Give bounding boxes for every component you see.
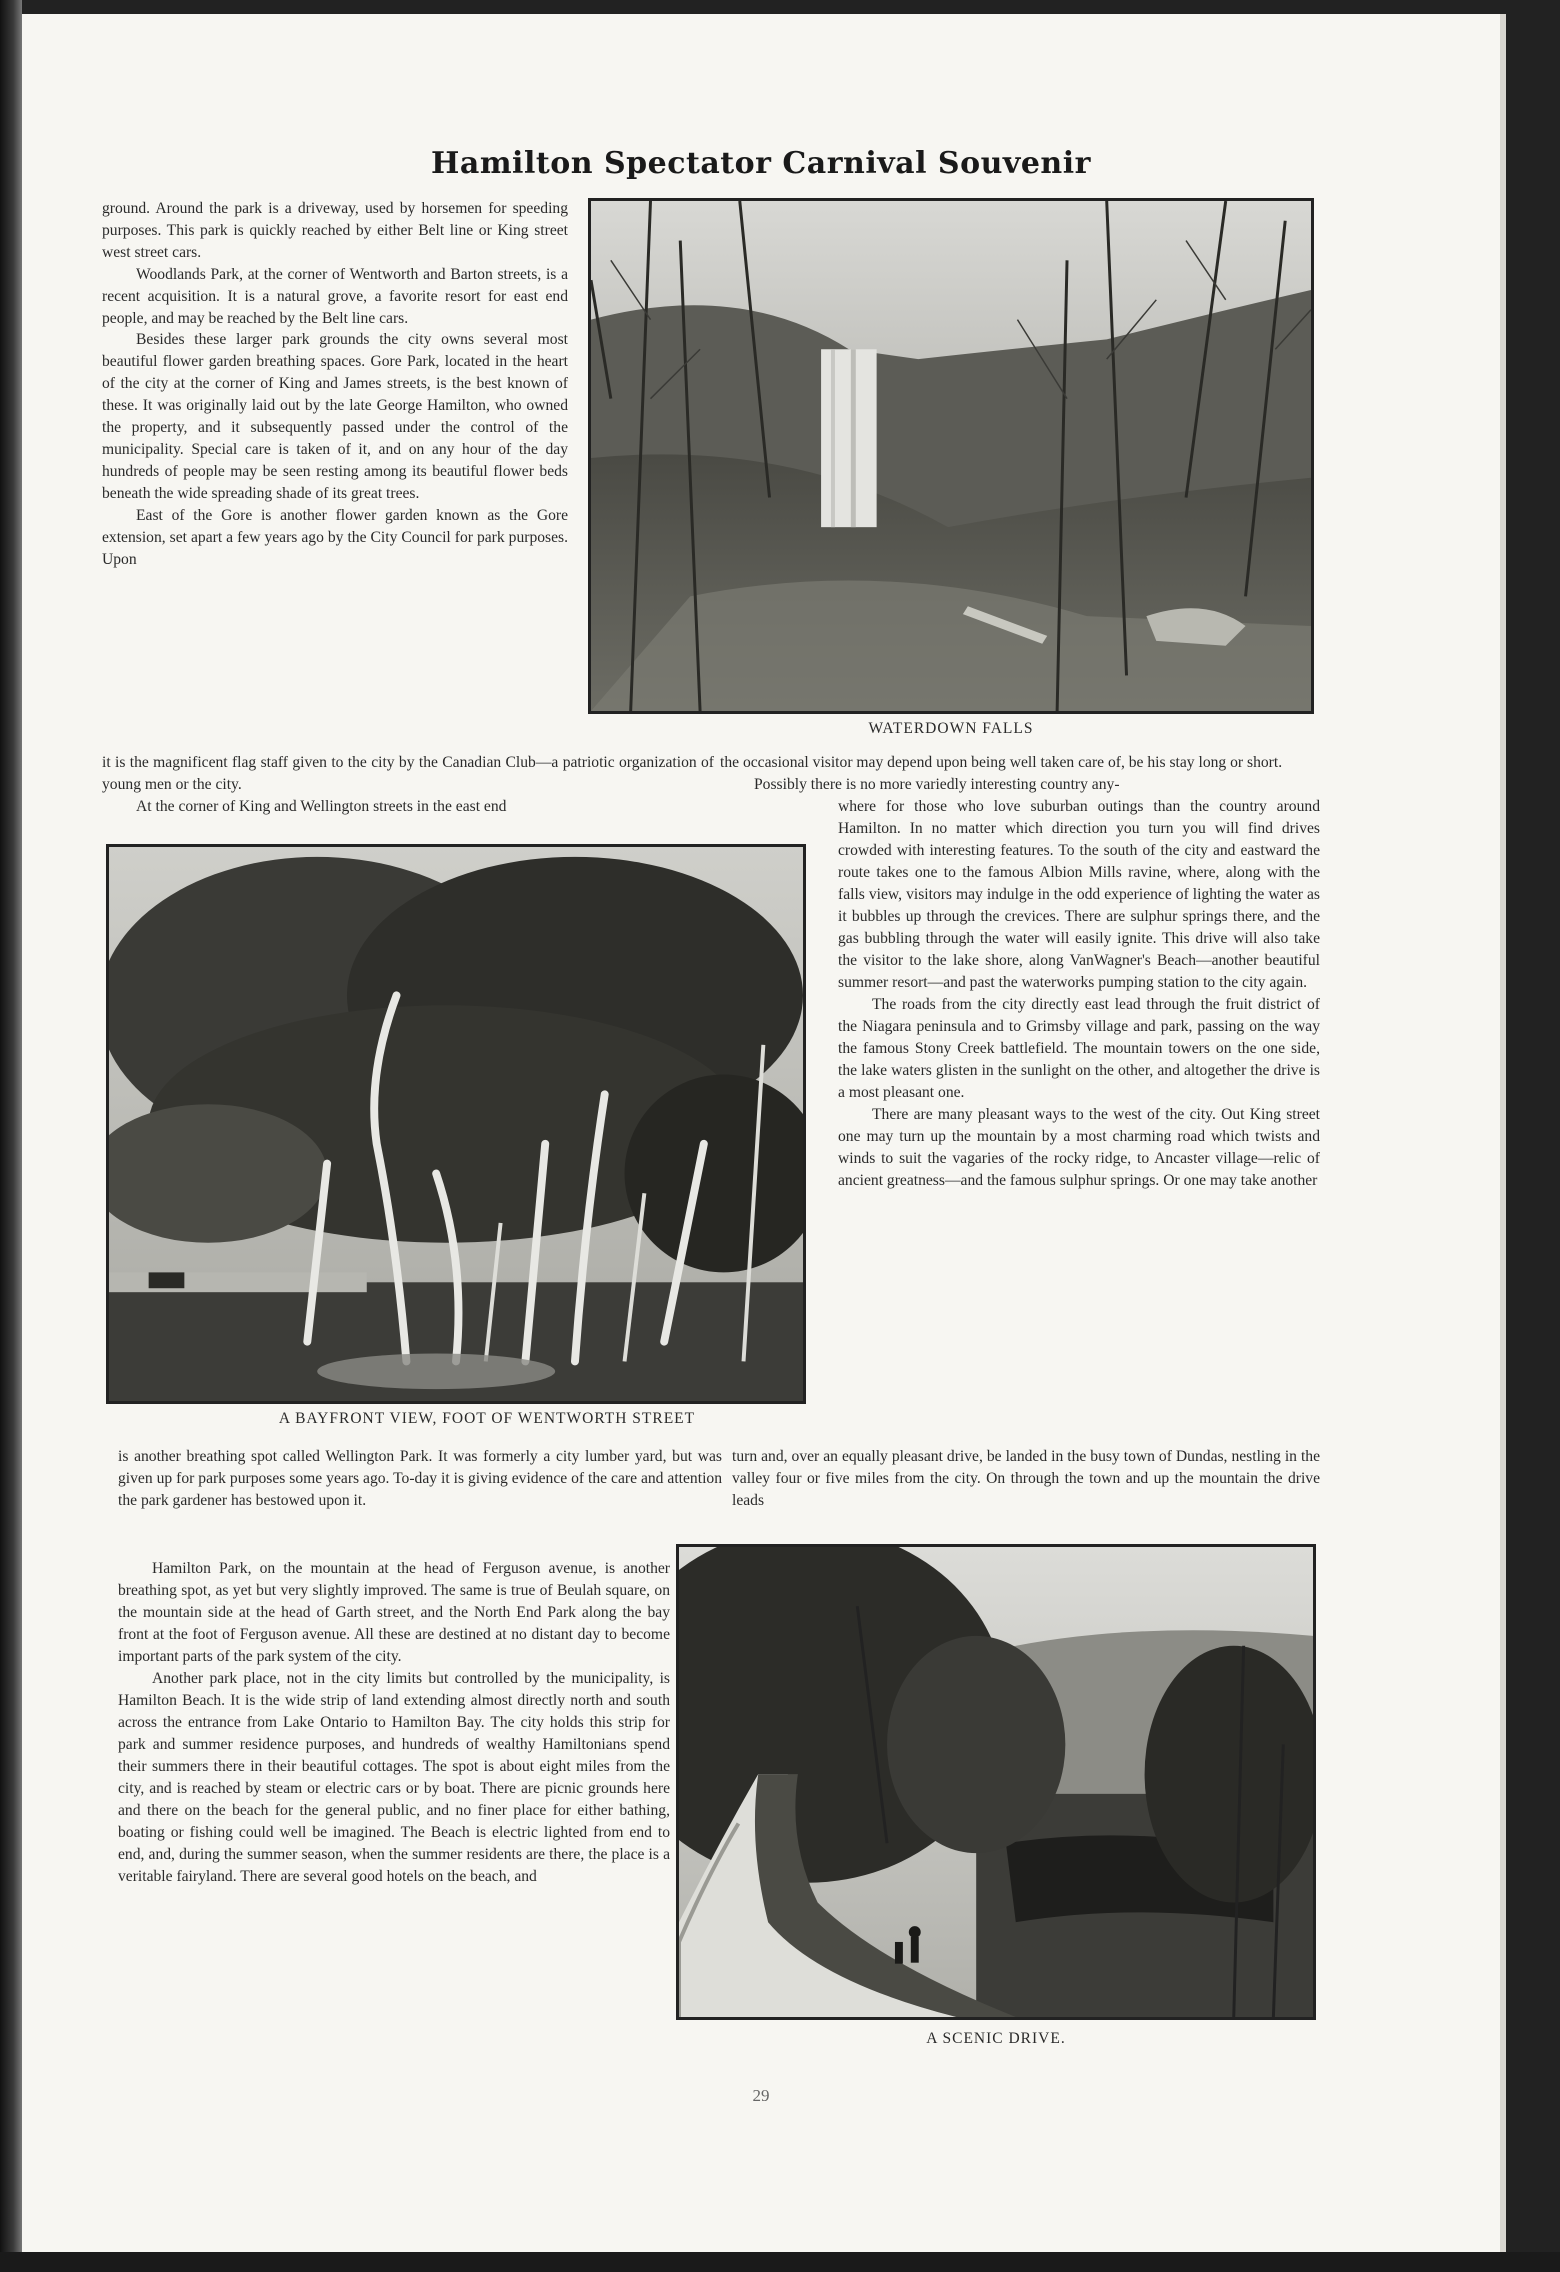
document-page — [22, 14, 1506, 2252]
page-number: 29 — [752, 2086, 770, 2105]
scan-left-edge — [0, 0, 22, 2272]
text-column-b — [838, 796, 1320, 1192]
bayfront-photo — [106, 844, 806, 1404]
paragraph: The roads from the city directly east lead through the fruit district of the Niagara peninsula and to Grimsby village and park, passing on the way the famous Stony Creek battlefield. The mountain towers on the one side, the lake waters glisten in the sunlight on the other, and altogether the drive is a most pleasant one. — [838, 996, 1320, 1101]
paragraph: East of the Gore is another flower garden known as the Gore extension, set apart a few years ago by the City Council for park purposes. Upon — [102, 506, 568, 568]
paragraph: the occasional visitor may depend upon being well taken care of, be his stay long or short. — [720, 754, 1283, 771]
scenic-drive-photo — [676, 1544, 1316, 2020]
text-column-b-continued — [732, 1446, 1320, 1512]
text-column-c-top — [118, 1446, 722, 1512]
scan-bottom-edge — [0, 2252, 1560, 2272]
paragraph: At the corner of King and Wellington streets in the east end — [136, 798, 507, 815]
paragraph: it is the magnificent flag staff given to the city by the Canadian Club—a patriotic organization of young men or the city. — [102, 754, 714, 793]
text-column-a-continued — [102, 752, 714, 818]
paragraph: Woodlands Park, at the corner of Wentworth and Barton streets, is a recent acquisition. It is a natural grove, a favorite resort for east end people, and may be reached by the Belt line cars. — [102, 265, 568, 327]
paragraph: ground. Around the park is a driveway, used by horsemen for speeding purposes. This park is quickly reached by either Belt line or King street west street cars. — [102, 200, 568, 261]
text-column-c — [118, 1558, 670, 1888]
scenic-drive-image — [679, 1547, 1313, 2017]
paragraph: is another breathing spot called Wellington Park. It was formerly a city lumber yard, but was given up for park purposes some years ago. To-day it is giving evidence of the care and attention the park gardener has bestowed upon it. — [118, 1448, 722, 1509]
page-header: Hamilton Spectator Carnival Souvenir — [431, 146, 1091, 181]
text-column-b-top — [720, 752, 1320, 796]
waterfall-image — [591, 201, 1311, 711]
paragraph: Possibly there is no more variedly interesting country any- — [754, 776, 1120, 793]
text-column-a — [102, 198, 568, 570]
paragraph: turn and, over an equally pleasant drive, be landed in the busy town of Dundas, nestling in the valley four or five miles from the city. On through the town and up the mountain the drive leads — [732, 1448, 1320, 1509]
scenic-drive-caption: A SCENIC DRIVE. — [926, 2030, 1066, 2047]
paragraph: Another park place, not in the city limits but controlled by the municipality, is Hamilton Beach. It is the wide strip of land extending almost directly north and south across the entrance from Lake Ontario to Hamilton Bay. The city holds this strip for park and summer residence purposes, and hundreds of wealthy Hamiltonians spend their summers there in their beautiful cottages. The spot is about eight miles from the city, and is reached by steam or electric cars or by boat. There are picnic grounds here and there on the beach for the general public, and no finer place for either bathing, boating or fishing could well be imagined. The Beach is electric lighted from end to end, and, during the summer season, when the summer residents are there, the place is a veritable fairyland. There are several good hotels on the beach, and — [118, 1670, 670, 1885]
paragraph: There are many pleasant ways to the west of the city. Out King street one may turn up the mountain by a most charming road which twists and winds to suit the vagaries of the rocky ridge, to Ancaster village—relic of ancient greatness—and the famous sulphur springs. Or one may take another — [838, 1106, 1320, 1189]
paragraph: where for those who love suburban outings than the country around Hamilton. In no matter which direction you turn you will find drives crowded with interesting features. To the south of the city and eastward the route takes one to the famous Albion Mills ravine, where, along with the falls view, visitors may indulge in the odd experience of lighting the water as it bubbles up through the crevices. There are sulphur springs there, and the gas bubbling through the water will easily ignite. This drive will also take the visitor to the lake shore, along VanWagner's Beach—another beautiful summer resort—and past the waterworks pumping station to the city again. — [838, 798, 1320, 991]
waterdown-falls-caption: WATERDOWN FALLS — [868, 720, 1034, 737]
paragraph: Hamilton Park, on the mountain at the head of Ferguson avenue, is another breathing spot, as yet but very slightly improved. The same is true of Beulah square, on the mountain side at the head of Garth street, and the North End Park along the bay front at the foot of Ferguson avenue. All these are destined at no distant day to become important parts of the park system of the city. — [118, 1560, 670, 1665]
bayfront-image — [109, 847, 803, 1401]
waterdown-falls-photo — [588, 198, 1314, 714]
bayfront-caption: A BAYFRONT VIEW, FOOT OF WENTWORTH STREET — [278, 1410, 696, 1427]
paragraph: Besides these larger park grounds the city owns several most beautiful flower garden breathing spaces. Gore Park, located in the heart of the city at the corner of King and James streets, is the best known of these. It was originally laid out by the late George Hamilton, who owned the property, and it subsequently passed under the control of the municipality. Special care is taken of it, and on any hour of the day hundreds of people may be seen resting among its beautiful flower beds beneath the wide spreading shade of its great trees. — [102, 331, 568, 502]
